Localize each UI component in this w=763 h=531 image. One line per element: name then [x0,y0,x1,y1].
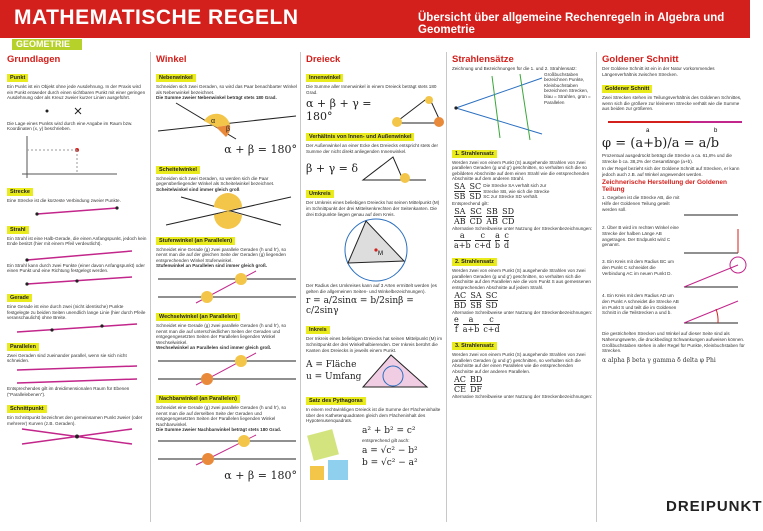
text-verhaeltnis: Der Außenwinkel an einer Ecke des Dreiecks entspricht stets der Summe der nicht direkt anliegenden Innenwinkel. [306,143,439,154]
page-subtitle: Übersicht über allgemeine Rechenregeln in Algebra und Geometrie [418,12,725,36]
legend-text: Großbuchstaben bezeichnen Punkte, Kleinbuchstaben bezeichnen Strecken, blau = Strahlen, grün = Parallelen [544,71,591,105]
text-strahlensatz2d: Alternative Schreibweise unter Nutzung der Streckenbezeichnungen: [452,309,593,315]
text-gs-intro: Der Goldene Schnitt ist ein in der Natur vorkommendes Längenverhältnis zwischen Strecken. [602,66,715,77]
fraction-sa-sb: $\frac{SA}{SB}$ [454,181,466,201]
text-nebenwinkel-bold: Die Summe zweier Nebenwinkel beträgt stets 180 Grad. [156,95,277,101]
formula-nebenwinkel: α + β = 180° [224,142,297,156]
text-note: Die gestrichelten Strecken und Winkel auf dieser Seite sind als Näherungswerte, die druckbedingt Schwankungen aufweisen können. Großbuchstaben stehen in aller Regel für Punkte, Kleinbuchstaben für Strecken. [602,331,745,354]
fraction-c-cd2: $\frac{c}{c+d}$ [483,315,500,335]
segment-figure [7,204,147,218]
column-goldener-schnitt [599,52,749,522]
text-nachbarwinkel-bold: Die Summe zweier Nachbarwinkel beträgt stets 180 Grad. [156,427,282,433]
fraction-a-b: $\frac{a}{b}$ [494,231,501,251]
page-title: MATHEMATISCHE REGELN [14,6,299,29]
column-title: Strahlensätze [452,54,514,65]
label-pythagoras: Satz des Pythagoras [306,397,366,405]
step-4: 4. Ein Kreis mit dem Radius AD um den Punkt A schneidet die Strecke AB im Punkt S und teilt die im Goldenen Schnitt in die Teilstrecken a und b. [602,293,679,316]
label-strahlensatz1: 1. Strahlensatz [452,150,497,158]
label-strahlensatz3: 3. Strahlensatz [452,342,497,350]
section-tag: GEOMETRIE [12,39,82,50]
label-wechselwinkel: Wechselwinkel (an Parallelen) [156,313,240,321]
fraction-sc-sd2: $\frac{SC}{SD}$ [485,290,498,310]
fraction-c-d: $\frac{c}{d}$ [504,231,510,251]
label-umkreis: Umkreis [306,190,334,198]
fraction-ac-bd: $\frac{AC}{BD}$ [454,290,467,310]
ray2-figure [7,274,147,286]
label-inkreis: Inkreis [306,326,330,334]
label-strahlensatz2: 2. Strahlensatz [452,258,497,266]
formula-pyth1: a² + b² = c² [362,425,416,436]
golden-ratio-figure [602,112,746,134]
ray-theorem-figure [452,72,544,142]
column-title: Goldener Schnitt [602,54,679,65]
point-figure [7,101,147,121]
text-strahl2: Ein Strahl kann durch zwei Punkte (einer davon Anfangspunkt) oder einen Punkt und eine Richtung festgelegt werden. [7,262,145,274]
text-nebenwinkel: Schneiden sich zwei Geraden, so wird das Paar benachbarter Winkel als Nebenwinkel bezeichnet. [156,84,297,95]
header-bar [0,0,750,38]
step-2: 2. Über B wird im rechten Winkel eine Strecke der halben Länge AB angetragen. Der Endpunkt wird C genannt. [602,225,679,248]
formula-innenwinkel: α + β + γ = 180° [306,97,372,124]
alternate-angle-figure [156,351,298,387]
formula-flaeche: A = Fläche [306,360,357,371]
step-3: 3. Ein Kreis mit dem Radius BC um den Punkt C schneidet die Verbindung AC im neuen Punkt D. [602,259,674,276]
text-schnitt: Ein Schnittpunkt bezeichnet den gemeinsamen Punkt zweier (oder mehrerer) Kurven (z.B. Geraden). [7,415,143,426]
label-stufenwinkel: Stufenwinkel (an Parallelen) [156,237,235,245]
step2-figure [680,225,742,257]
text-prozent: Prozentual ausgedrückt beträgt die Strecke a ca. 61,8% und die Strecke b ca. 38,2% der Gesamtlänge (a+b). [602,152,732,164]
text-pythagoras: In einem rechtwinkligen Dreieck ist die Summe der Flächeninhalte über den Kathetenquadraten gleich dem Flächeninhalt des Hypotenusenquadrats. [306,407,441,424]
label-goldener-schnitt: Goldener Schnitt [602,85,652,93]
fraction-sd-cd: $\frac{SD}{CD}$ [501,206,515,226]
label-nachbarwinkel: Nachbarwinkel (an Parallelen) [156,395,240,403]
fraction-sc-sd: $\frac{SC}{SD}$ [469,181,482,201]
formula-radius: r = a/2sinα = b/2sinβ = c/2sinγ [306,296,414,317]
text-goldener-schnitt: Zwei Strecken stehen im Teilungsverhältnis des Goldenen Schnittes, wenn sich die größere zur kleineren Strecke verhält wie die Summe aus beiden zur größeren. [602,95,742,112]
label-verhaeltnis: Verhältnis von Innen- und Außenwinkel [306,133,414,141]
step-1: 1. Gegeben ist die Strecke AB, die mit Hilfe der Goldenen Teilung geteilt werden soll. [602,195,680,212]
text-intro: Zeichnung und Bezeichnungen für die 1. und 2. Strahlensatz: [452,66,577,71]
text-scheitelwinkel: Schneiden sich zwei Geraden, so werden sich die Paar gegenüberliegender Winkel als Scheitelwinkel bezeichnet. [156,175,275,187]
text-parallelen: Zwei Geraden sind zueinander parallel, wenn sie sich nicht schneiden. [7,352,127,364]
fraction-ac-ce: $\frac{AC}{CE}$ [454,374,466,394]
pythagoras-figure [306,424,362,486]
label-innenwinkel: Innenwinkel [306,74,343,82]
formula-nachbarwinkel: α + β = 180° [224,468,297,482]
fraction-sb-ab: $\frac{SB}{AB}$ [486,206,498,226]
svg-text:M: M [378,251,383,258]
text-regel: In der Regel bezieht sich der Goldene Schnitt auf Strecken, er kann jedoch auch z.B. auf Winkel angewendet werden. [602,166,740,177]
triangle-inner-figure [393,95,443,125]
label-gerade: Gerade [7,294,32,302]
column-grundlagen [4,52,151,522]
text-nachbarwinkel: Schneidet eine Gerade (g) zwei parallele Geraden (h und h'), so nennt man die auf derselben Seite der Geraden und entgegengesetzten Seiten der Parallelen liegenden Winkel Nachbarwinkel. [156,404,287,427]
section-bar [0,38,750,50]
label-parallelen: Parallelen [7,343,39,351]
text-innenwinkel: Die Summe aller Innenwinkel in einem Dreieck beträgt stets 180 Grad. [306,84,437,95]
co-interior-angle-figure [156,433,298,467]
fraction-sa-sb2: $\frac{SA}{SB}$ [470,290,482,310]
column-title: Winkel [156,54,187,65]
coordinate-figure [7,132,147,180]
step1-figure [680,195,742,223]
text-lage: Die Lage eines Punkts wird durch eine Angabe im Raum bzw. Koordinaten (x, y) beschrieben. [7,120,133,132]
text-stufenwinkel-bold: Stufenwinkel an Parallelen sind immer gleich groß. [156,263,268,269]
fraction-c-cd: $\frac{c}{c+d}$ [474,231,491,251]
label-scheitelwinkel: Scheitelwinkel [156,166,200,174]
text-wechselwinkel-bold: Wechselwinkel an Parallelen sind immer gleich groß. [156,345,272,351]
text-pyth-entspr: entsprechend gilt auch: [362,437,410,443]
column-title: Dreieck [306,54,341,65]
text-wechselwinkel: Schneidet eine Gerade (g) zwei parallele Geraden (h und h'), so nennt man die auf unterschiedlichen Seiten der Geraden und entgegengesetzten Seiten der Parallelen liegenden Winkel Wechselwinkel. [156,322,287,345]
svg-text:b: b [714,127,718,134]
formula-verhaeltnis: β + γ = δ [306,161,358,175]
text-strecke: Eine Strecke ist die kürzeste Verbindung zweier Punkte. [7,197,121,203]
ray-figure [7,247,147,263]
column-title: Grundlagen [7,54,61,65]
formula-umfang: u = Umfang [306,372,362,383]
label-strahl: Strahl [7,226,29,234]
label-schnitt: Schnittpunkt [7,405,47,413]
text-strahlensatz1b: Die Strecke SA verhält sich zur Strecke SB, wie sich die Strecke SC zur Strecke SD verhält. [483,183,550,200]
vertical-angle-figure [156,193,298,229]
text-strahlensatz1d: Alternative Schreibweise unter Nutzung der Streckenbezeichnungen: [452,225,593,231]
formula-pyth2: a = √c² − b² [362,445,418,456]
label-punkt: Punkt [7,74,28,82]
fraction-a-ab: $\frac{a}{a+b}$ [454,231,471,251]
text-scheitelwinkel-bold: Scheitelwinkel sind immer gleich groß [156,186,240,192]
text-punkt: Ein Punkt ist ein Objekt ohne jede Ausdehnung. In der Praxis wird ein Punkt entweder durch einen sichtbaren Punkt mit einer geringen Ausdehnung oder als Kreuz zweier kurzer Linien ausgeführt. [7,84,146,101]
corresponding-angle-figure [156,269,298,305]
label-strecke: Strecke [7,188,33,196]
svg-text:a: a [646,127,650,134]
column-strahlensaetze [449,52,597,522]
svg-text:α: α [211,117,216,125]
text-stufenwinkel: Schneidet eine Gerade (g) zwei parallele Geraden (h und h'), so nennt man die auf der gleichen Seite der Geraden (g) liegenden entsprechenden Winkel Stufenwinkel. [156,246,287,263]
subtitle-herstellung: Zeichnerische Herstellung der Goldenen Teilung [602,179,727,194]
step4-figure [680,293,742,327]
text-radius: Der Radius des Umkreises kann auf 3 Arten ermittelt werden (es gelten die allgemeinen Seiten- und Winkelbezeichnungen). [306,283,437,294]
step3-figure [680,259,742,291]
fraction-sa-ab: $\frac{SA}{AB}$ [454,206,466,226]
svg-text:β: β [226,125,231,133]
text-strahlensatz1c: Entsprechend gilt: [452,200,489,206]
circumcircle-figure [306,217,444,283]
formula-pyth3: b = √c² − a² [362,457,418,468]
line-figure [7,321,147,335]
fraction-bd-df: $\frac{BD}{DF}$ [469,374,483,394]
fraction-a-ab2: $\frac{a}{a+b}$ [462,315,480,335]
brand-logo: DREIPUNKT [666,498,763,515]
adjacent-angle-figure [156,101,298,141]
fraction-e-f: $\frac{e}{f}$ [454,315,459,335]
text-strahlensatz1: Werden zwei von einem Punkt (S) ausgehende Strahlen von zwei parallelen Geraden (g und g') geschnitten, so verhalten sich die so gebildeten Abschnitte auf dem einen Strahl wie die entsprechenden Abschnitte auf dem anderen Strahl. [452,159,590,182]
text-umkreis: Der Umkreis eines beliebigen Dreiecks hat seinen Mittelpunkt (M) im Schnittpunkt der drei Mittelsenkrechten der Seitenkanten. Die drei Eckpunkte liegen genau auf dem Kreis. [306,200,440,217]
column-winkel [153,52,301,522]
text-strahlensatz3: Werden zwei von einem Punkt (S) ausgehende Strahlen von zwei parallelen Geraden (g und g') geschnitten, so verhalten sich die Abschnitte auf der einen Parallelen wie die entsprechenden Abschnitte auf der anderen Parallelen. [452,352,586,374]
parallel-figure [7,364,147,386]
formula-phi: φ = (a+b)/a = a/b [602,135,720,151]
text-strahl: Ein Strahl ist eine Halb-Gerade, die einen Anfangspunkt, jedoch kein Ende besitzt (hier mit einem Pfeil verdeutlicht). [7,235,147,247]
fraction-sc-cd: $\frac{SC}{CD}$ [469,206,483,226]
text-strahlensatz3d: Alternative Schreibweise unter Nutzung der Streckenbezeichnungen: [452,393,593,399]
intersection-figure [7,426,147,446]
text-par2: Entsprechendes gilt im dreidimensionalen Raum für Ebenen ("Parallelebenen"). [7,385,130,397]
column-dreieck [303,52,447,522]
label-nebenwinkel: Nebenwinkel [156,74,196,82]
text-strahlensatz2: Werden zwei von einem Punkt (S) ausgehende Strahlen von zwei parallelen Geraden (g und g') geschnitten, so verhalten sich die Abschnitte auf den Parallelen wie die vom Punkt S aus gemessenen entsprechenden Abschnitte auf jedem Strahl. [452,268,591,290]
greek-legend: α alpha β beta γ gamma δ delta φ Phi [602,356,716,364]
triangle-outer-figure [358,154,428,182]
text-inkreis: Der Inkreis eines beliebigen Dreiecks hat seinen Mittelpunkt (M) im Schnittpunkt der drei Winkelhalbierenden. Der Inkreis berührt die Kanten des Dreiecks in jeweils einem Punkt. [306,336,443,353]
incircle-figure [361,353,431,389]
text-gerade: Eine Gerade ist eine durch zwei (nicht identische) Punkte festgelegte zu beiden Seiten unendlich lange Linie (hier durch Pfeile veranschaulicht) ohne Breite. [7,303,146,321]
